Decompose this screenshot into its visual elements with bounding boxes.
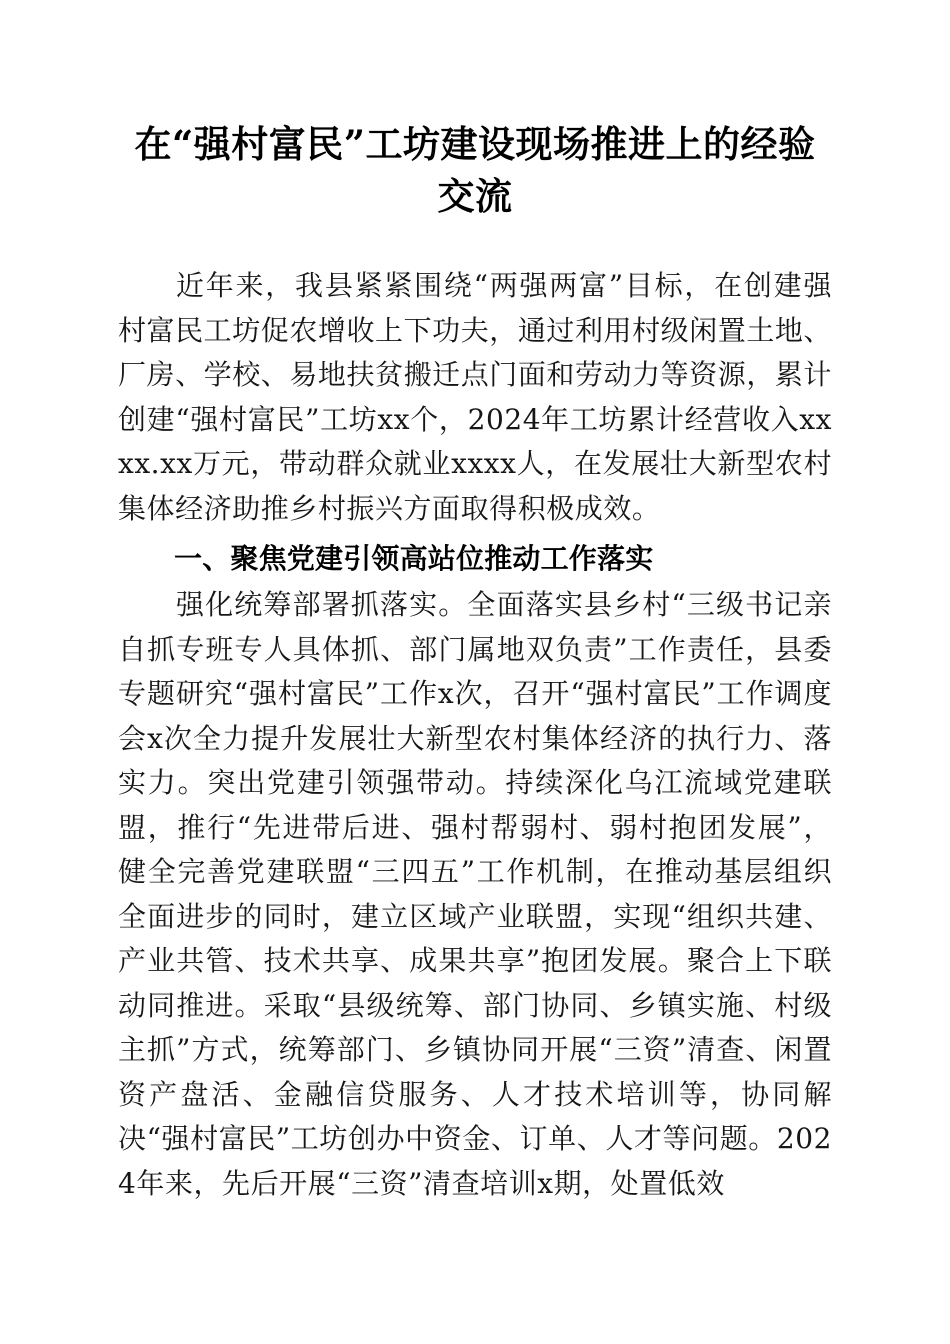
section-heading-1: 一、聚焦党建引领高站位推动工作落实	[174, 543, 654, 574]
paragraph-intro: 近年来，我县紧紧围绕“两强两富”目标，在创建强村富民工坊促农增收上下功夫，通过利用村级闲置土地、厂房、学校、易地扶贫搬迁点门面和劳动力等资源，累计创建“强村富民”工坊xx个，2024年工坊累计经营收入xxxx.xx万元，带动群众就业xxxx人，在发展壮大新型农村集体经济助推乡村振兴方面取得积极成效。	[118, 269, 832, 525]
page-title: 在“强村富民”工坊建设现场推进上的经验交流	[134, 122, 816, 218]
document-content	[118, 118, 832, 1206]
paragraph-section-1-body: 强化统筹部署抓落实。全面落实县乡村“三级书记亲自抓专班专人具体抓、部门属地双负责”工作责任，县委专题研究“强村富民”工作x次，召开“强村富民”工作调度会x次全力提升发展壮大新型农村集体经济的执行力、落实力。突出党建引领强带动。持续深化乌江流域党建联盟，推行“先进带后进、强村帮弱村、弱村抱团发展”，健全完善党建联盟“三四五”工作机制，在推动基层组织全面进步的同时，建立区域产业联盟，实现“组织共建、产业共管、技术共享、成果共享”抱团发展。聚合上下联动同推进。采取“县级统筹、部门协同、乡镇实施、村级主抓”方式，统筹部门、乡镇协同开展“三资”清查、闲置资产盘活、金融信贷服务、人才技术培训等，协同解决“强村富民”工坊创办中资金、订单、人才等问题。2024年来，先后开展“三资”清查培训x期，处置低效	[118, 588, 832, 1200]
title-body-spacer	[118, 222, 832, 264]
